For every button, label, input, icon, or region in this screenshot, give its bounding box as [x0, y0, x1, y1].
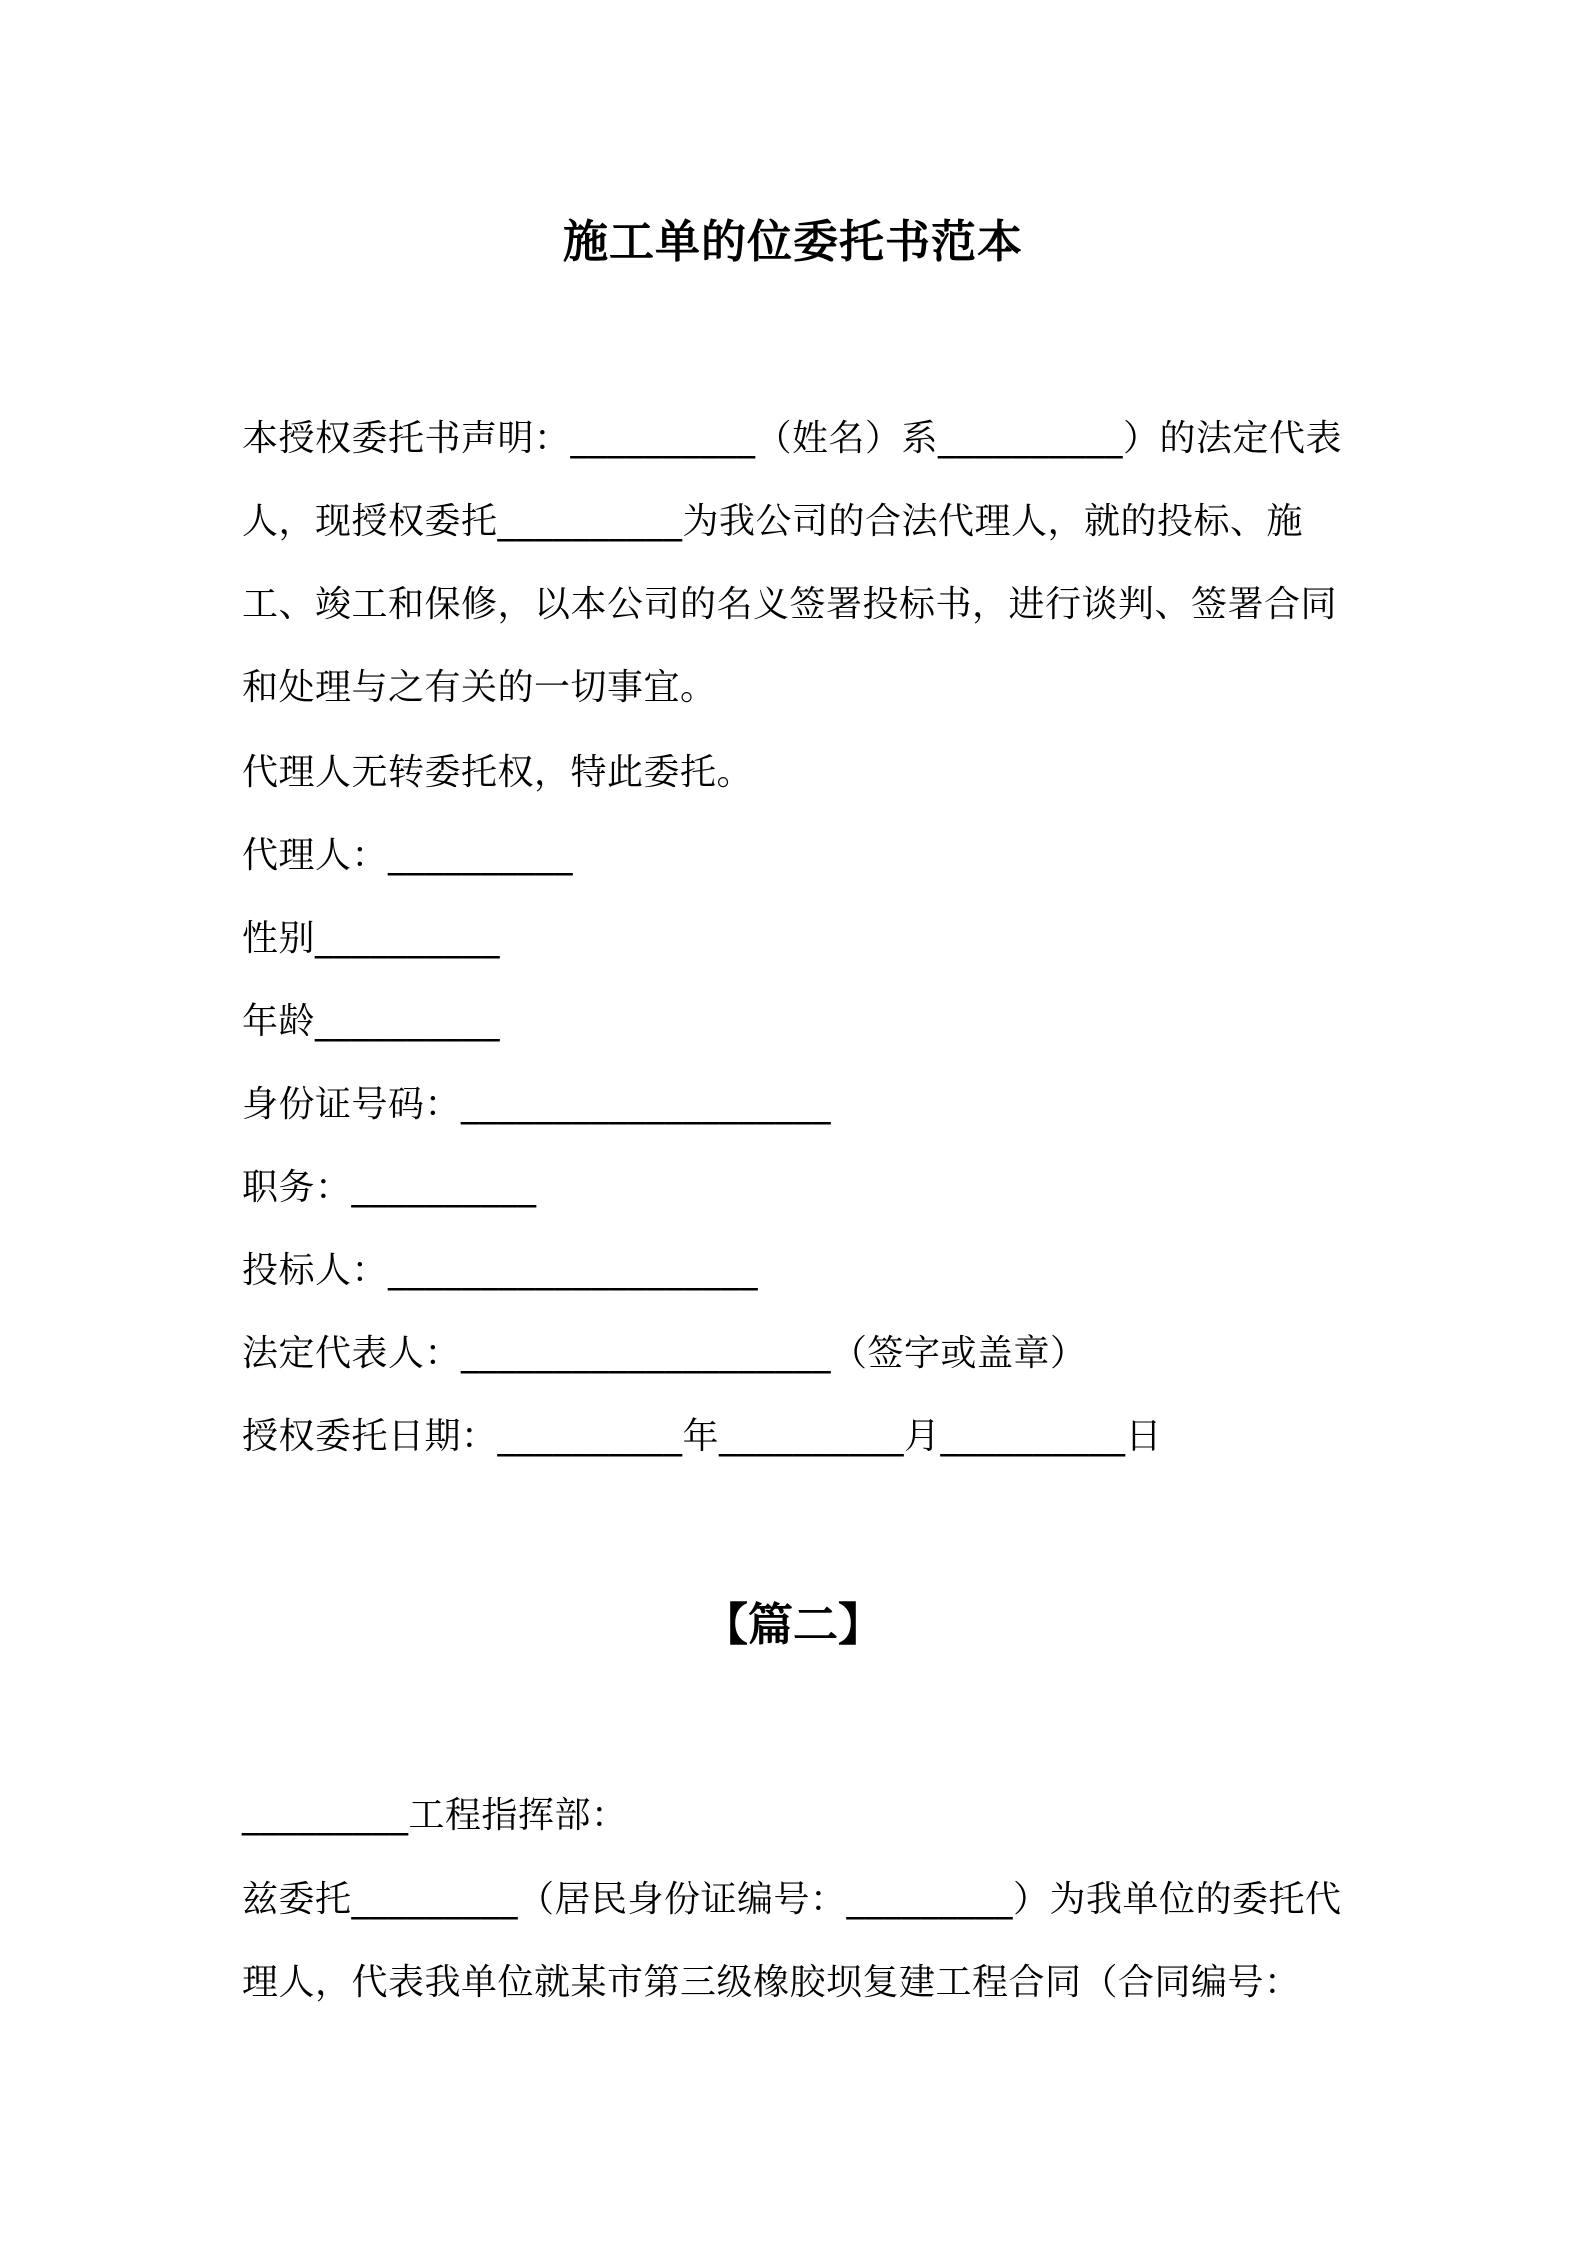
authorization-date-field: 授权委托日期：__________年__________月__________日: [242, 1416, 1163, 1457]
bidder-field: 投标人：____________________: [242, 1250, 759, 1291]
age-field: 年龄__________: [242, 1001, 501, 1042]
legal-representative-field: 法定代表人：____________________（签字或盖章）: [242, 1333, 1087, 1374]
position-field: 职务：__________: [242, 1167, 537, 1208]
document-title: 施工单的位委托书范本: [562, 215, 1023, 268]
agent-field: 代理人：__________: [242, 835, 574, 876]
section-two-title: 【篇二】: [702, 1598, 883, 1651]
no-transfer-statement: 代理人无转委托权，特此委托。: [242, 752, 754, 793]
gender-field: 性别__________: [242, 918, 501, 959]
section-two-addressee: _________工程指挥部：: [242, 1795, 628, 1836]
authorization-statement: 本授权委托书声明：__________（姓名）系__________）的法定代表人，现授权委托__________为我公司的合法代理人，就的投标、施工、竣工和保修，以本公司的名义签署投标书，进行谈判、签署合同和处理与之有关的一切事宜。: [242, 418, 1343, 708]
id-number-field: 身份证号码：____________________: [242, 1084, 832, 1125]
section-two-paragraph: 兹委托_________（居民身份证编号：_________）为我单位的委托代理人，代表我单位就某市第三级橡胶坝复建工程合同（合同编号：: [242, 1879, 1342, 2003]
